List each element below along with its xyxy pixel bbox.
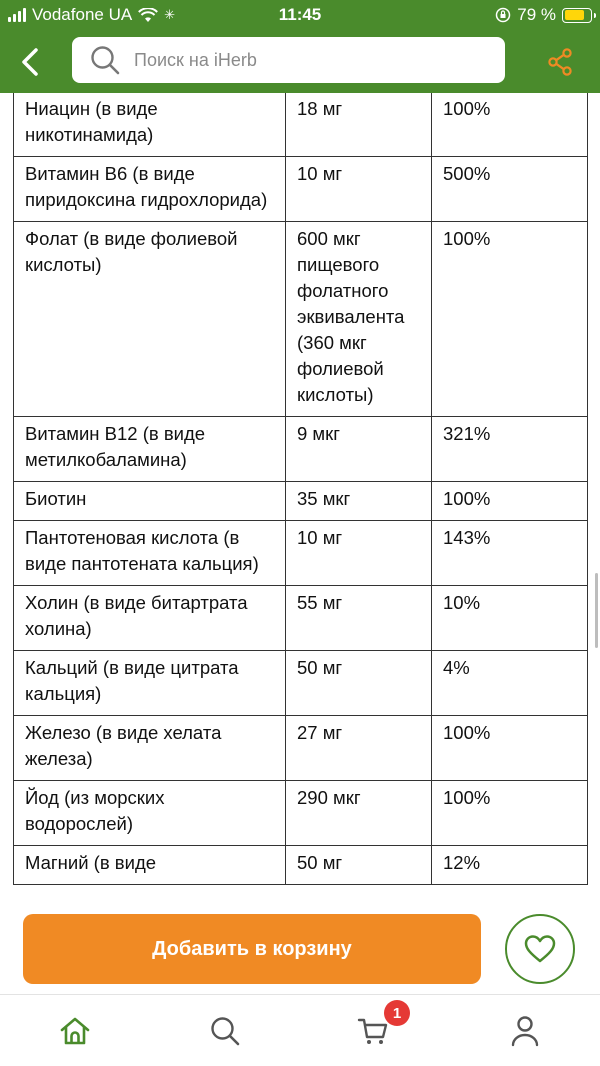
daily-value-cell: 500% <box>432 157 588 222</box>
daily-value-cell: 4% <box>432 651 588 716</box>
cart-icon <box>357 1016 389 1046</box>
amount-cell: 10 мг <box>286 521 432 586</box>
nav-home[interactable] <box>55 1011 95 1051</box>
nutrient-cell: Ниацин (в виде никотинамида) <box>14 93 286 157</box>
battery-fill <box>565 10 585 20</box>
share-button[interactable] <box>542 44 578 80</box>
nutrient-cell: Витамин B12 (в виде метилкобаламина) <box>14 417 286 482</box>
orientation-lock-icon <box>495 7 511 23</box>
table-row <box>14 716 588 781</box>
amount-cell: 50 мг <box>286 651 432 716</box>
battery-percent: 79 % <box>517 5 556 24</box>
daily-value-cell: 10% <box>432 586 588 651</box>
nutrient-cell: Железо (в виде хелата железа) <box>14 716 286 781</box>
nutrient-cell: Фолат (в виде фолиевой кислоты) <box>14 222 286 417</box>
loading-icon: ✳ <box>164 7 176 22</box>
home-icon <box>59 1016 91 1046</box>
amount-cell: 600 мкг пищевого фолатного эквивалента (360 мкг фолиевой кислоты) <box>286 222 432 417</box>
back-button[interactable] <box>10 42 50 82</box>
table-row <box>14 846 588 885</box>
amount-cell: 55 мг <box>286 586 432 651</box>
amount-cell: 35 мкг <box>286 482 432 521</box>
daily-value-cell: 321% <box>432 417 588 482</box>
cart-action-bar <box>0 903 600 995</box>
table-row <box>14 93 588 157</box>
nutrient-cell: Биотин <box>14 482 286 521</box>
amount-cell: 290 мкг <box>286 781 432 846</box>
search-input[interactable] <box>72 37 505 83</box>
table-row <box>14 222 588 417</box>
carrier-name: Vodafone UA <box>32 5 133 24</box>
nutrient-cell: Холин (в виде битартрата холина) <box>14 586 286 651</box>
nutrient-cell: Йод (из морских водорослей) <box>14 781 286 846</box>
daily-value-cell: 143% <box>432 521 588 586</box>
table-row <box>14 651 588 716</box>
status-bar <box>0 0 600 32</box>
search-icon <box>210 1016 240 1046</box>
header <box>0 0 600 93</box>
wishlist-button[interactable] <box>505 914 575 984</box>
search-icon <box>90 45 120 75</box>
table-row <box>14 521 588 586</box>
amount-cell: 27 мг <box>286 716 432 781</box>
table-row <box>14 482 588 521</box>
chevron-left-icon <box>19 47 41 77</box>
amount-cell: 18 мг <box>286 93 432 157</box>
search-placeholder: Поиск на iHerb <box>134 49 257 70</box>
table-row <box>14 417 588 482</box>
add-to-cart-button[interactable]: Добавить в корзину <box>23 914 481 984</box>
table-row <box>14 586 588 651</box>
battery-icon <box>562 8 592 23</box>
daily-value-cell: 100% <box>432 222 588 417</box>
table-row <box>14 781 588 846</box>
amount-cell: 10 мг <box>286 157 432 222</box>
nav-search[interactable] <box>205 1011 245 1051</box>
cart-count-badge: 1 <box>384 1000 410 1026</box>
heart-icon <box>524 934 556 964</box>
daily-value-cell: 100% <box>432 716 588 781</box>
nutrient-cell: Магний (в виде <box>14 846 286 885</box>
scrollbar[interactable] <box>595 573 598 648</box>
amount-cell: 9 мкг <box>286 417 432 482</box>
daily-value-cell: 100% <box>432 482 588 521</box>
daily-value-cell: 12% <box>432 846 588 885</box>
nutrition-table <box>13 93 588 885</box>
daily-value-cell: 100% <box>432 781 588 846</box>
user-icon <box>510 1015 540 1047</box>
clock: 11:45 <box>278 5 322 24</box>
nutrient-cell: Кальций (в виде цитрата кальция) <box>14 651 286 716</box>
nutrient-cell: Пантотеновая кислота (в виде пантотената кальция) <box>14 521 286 586</box>
nutrient-cell: Витамин B6 (в виде пиридоксина гидрохлорида) <box>14 157 286 222</box>
table-row <box>14 157 588 222</box>
daily-value-cell: 100% <box>432 93 588 157</box>
bottom-nav <box>0 995 600 1066</box>
amount-cell: 50 мг <box>286 846 432 885</box>
share-icon <box>547 48 573 76</box>
nav-account[interactable] <box>505 1011 545 1051</box>
product-details-content[interactable] <box>0 93 600 903</box>
